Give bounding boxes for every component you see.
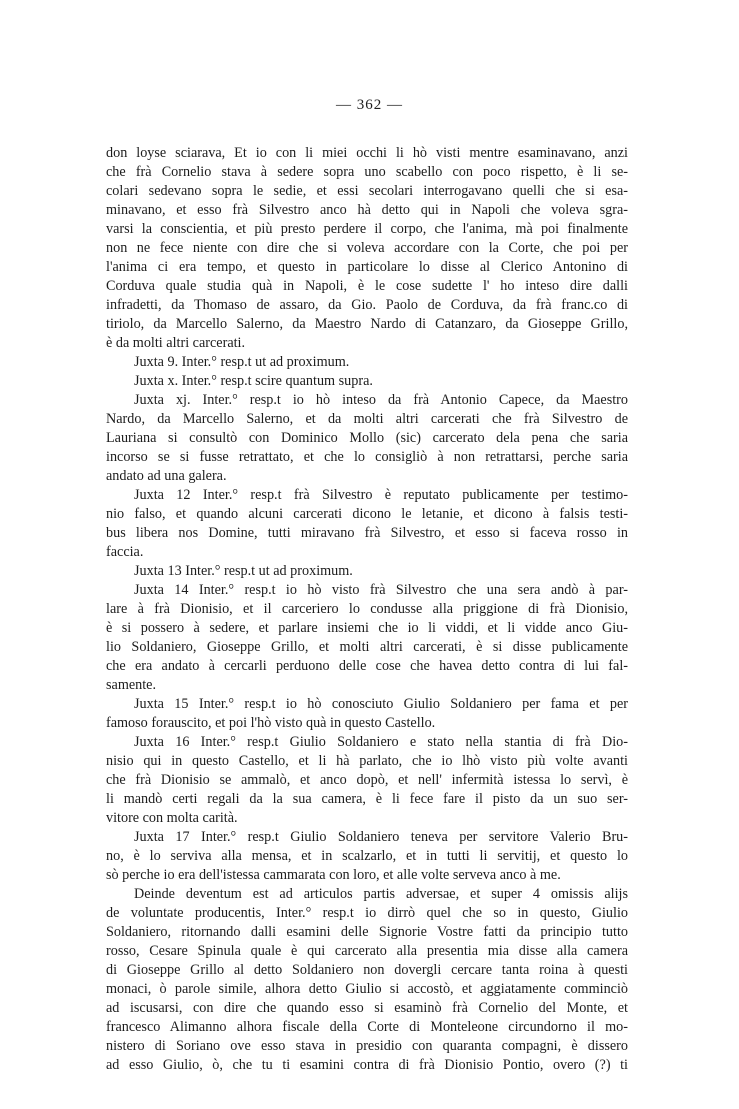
text-line: che frà Dionisio se ammalò, et anco dopò, et nell' infermità istessa lo servì, è — [106, 772, 628, 788]
text-line: infradetti, da Thomaso de assaro, da Gio. Paolo de Corduva, da frà franc.co di — [106, 297, 628, 313]
text-line: Juxta x. Inter.° resp.t scire quantum supra. — [134, 373, 373, 389]
text-line: Juxta xj. Inter.° resp.t io hò inteso da frà Antonio Capece, da Maestro — [134, 392, 628, 408]
text-line: tiriolo, da Marcello Salerno, da Maestro Nardo di Catanzaro, da Gioseppe Grillo, — [106, 316, 628, 332]
text-line: Juxta 12 Inter.° resp.t frà Silvestro è reputato publicamente per testimo- — [134, 487, 628, 503]
text-line: Lauriana si consultò con Dominico Mollo (sic) carcerato dela pena che saria — [106, 430, 628, 446]
text-line: Nardo, da Marcello Salerno, et da molti altri carcerati che frà Silvestro de — [106, 411, 628, 427]
text-line: l'anima ci era tempo, et questo in particolare lo disse al Clerico Antonino di — [106, 259, 628, 275]
text-line: ad esso Giulio, ò, che tu ti esamini contra di frà Dionisio Pontio, overo (?) ti — [106, 1057, 628, 1073]
text-line: di Gioseppe Grillo al detto Soldaniero non dovergli cercare tanta roina à questi — [106, 962, 628, 978]
text-line: de voluntate producentis, Inter.° resp.t io dirrò quel che so in questo, Giulio — [106, 905, 628, 921]
text-line: faccia. — [106, 544, 144, 560]
text-line: li mandò certi regali da la sua camera, è li fece fare il pisto da un suo ser- — [106, 791, 628, 807]
text-line: no, è lo serviva alla mensa, et in scalzarlo, et in tutti li servitij, et questo lo — [106, 848, 628, 864]
text-line: lare à frà Dionisio, et il carceriero lo condusse alla priggione di frà Dionisio, — [106, 601, 628, 617]
text-line: don loyse sciarava, Et io con li miei occhi li hò visti mentre esaminavano, anzi — [106, 145, 628, 161]
text-line: Juxta 17 Inter.° resp.t Giulio Soldaniero teneva per servitore Valerio Bru- — [134, 829, 628, 845]
text-line: Juxta 13 Inter.° resp.t ut ad proximum. — [134, 563, 353, 579]
text-line: Soldaniero, ritornando dalli esamini delle Signorie Vostre fatti da principio tutto — [106, 924, 628, 940]
text-line: incorso se si fusse retrattato, et che lo consigliò à non retrattarsi, perche saria — [106, 449, 628, 465]
text-line: che frà Cornelio stava à sedere sopra uno scabello con poco rispetto, è li se- — [106, 164, 628, 180]
text-line: nistero di Soriano ove esso stava in presidio con quaranta compagni, è dissero — [106, 1038, 628, 1054]
page-number: — 362 — — [336, 97, 403, 113]
text-line: famoso forauscito, et poi l'hò visto quà in questo Castello. — [106, 715, 436, 731]
text-line: colari sedevano sopra le sedie, et essi secolari interrogavano quelli che si esa- — [106, 183, 628, 199]
text-line: rosso, Cesare Spinula quale è qui carcerato alla presentia mia disse alla camera — [106, 943, 628, 959]
text-line: andato ad una galera. — [106, 468, 227, 484]
text-line: monaci, ò parole simile, alhora detto Giulio si accostò, et aggiatamente comminciò — [106, 981, 628, 997]
text-line: ad iscusarsi, con dire che quando esso si esaminò frà Cornelio del Monte, et — [106, 1000, 628, 1016]
text-line: nisio qui in questo Castello, et li hà parlato, che io lhò visto più volte avanti — [106, 753, 628, 769]
text-line: sò perche io era dell'istessa cammarata con loro, et alle volte serveva anco à me. — [106, 867, 561, 883]
text-line: è da molti altri carcerati. — [106, 335, 246, 351]
text-line: Juxta 15 Inter.° resp.t io hò conosciuto Giulio Soldaniero per fama et per — [134, 696, 628, 712]
body-text — [106, 144, 628, 1075]
text-line: Deinde deventum est ad articulos partis adversae, et super 4 omissis alijs — [134, 886, 628, 902]
text-line: samente. — [106, 677, 157, 693]
text-line: Juxta 14 Inter.° resp.t io hò visto frà Silvestro che una sera andò à par- — [134, 582, 628, 598]
text-line: nio falso, et quando alcuni carcerati dicono le letanie, et dicono à falsis testi- — [106, 506, 628, 522]
text-line: non ne fece niente con dire che si voleva accordare con la Corte, che poi per — [106, 240, 628, 256]
text-line: Juxta 9. Inter.° resp.t ut ad proximum. — [134, 354, 350, 370]
text-line: Corduva quale studia quà in Napoli, è le cose sudette l' ho inteso dire dalli — [106, 278, 628, 294]
text-line: francesco Alimanno alhora fiscale della Corte di Monteleone circundorno il mo- — [106, 1019, 628, 1035]
text-line: lio Soldaniero, Gioseppe Grillo, et molti altri carcerati, è si disse publicamente — [106, 639, 628, 655]
text-line: varsi la conscientia, et più presto perdere il corpo, che l'anima, mà poi finalmente — [106, 221, 628, 237]
text-line: è si possero à sedere, et parlare insiemi che io li viddi, et li vidde anco Giu- — [106, 620, 628, 636]
text-line: vitore con molta carità. — [106, 810, 238, 826]
text-line: minavano, et esso frà Silvestro anco hà detto qui in Napoli che voleva sgra- — [106, 202, 628, 218]
text-line: bus libera nos Domine, tutti miravano frà Silvestro, et esso si faceva rosso in — [106, 525, 628, 541]
text-line: Juxta 16 Inter.° resp.t Giulio Soldaniero e stato nella stantia di frà Dio- — [134, 734, 628, 750]
text-line: che era andato à cercarli perduono delle cose che havea detto contra di lui fal- — [106, 658, 628, 674]
